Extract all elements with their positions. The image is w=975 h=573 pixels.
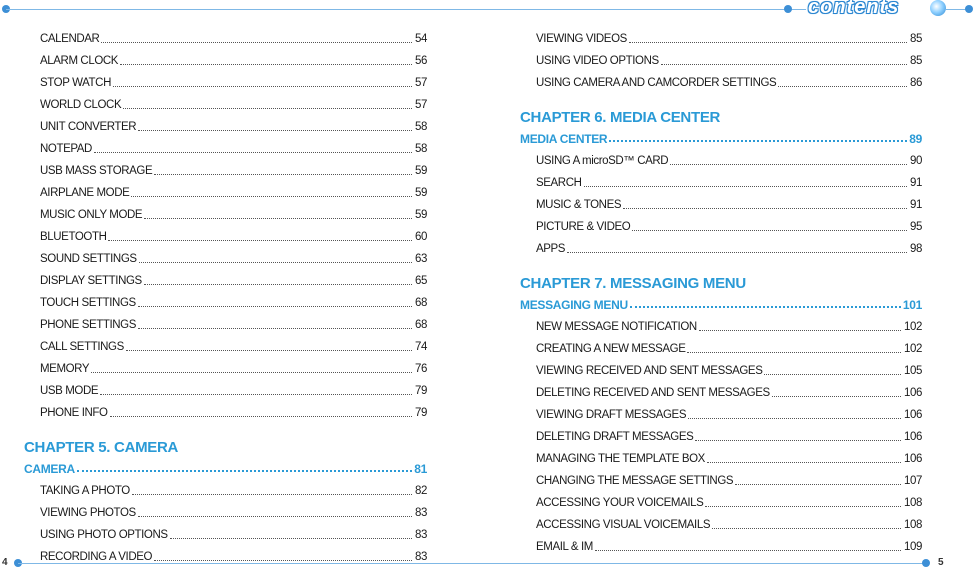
- toc-entry[interactable]: [24, 200, 427, 222]
- toc-entry-title: VIEWING PHOTOS: [40, 507, 136, 519]
- toc-entry-page: 108: [904, 497, 922, 509]
- toc-entry-title: RECORDING A VIDEO: [40, 551, 153, 563]
- toc-entry[interactable]: [24, 244, 427, 266]
- header-title: contents: [808, 0, 900, 18]
- section-page: 81: [414, 462, 427, 476]
- toc-entry-leader: [138, 516, 412, 517]
- toc-entry[interactable]: [24, 398, 427, 420]
- toc-entry-leader: [154, 174, 412, 175]
- section-leader: [630, 306, 901, 308]
- toc-entry[interactable]: [520, 532, 922, 554]
- toc-entry-leader: [595, 550, 901, 551]
- toc-entry[interactable]: [24, 476, 427, 498]
- toc-entry-title: USING CAMERA AND CAMCORDER SETTINGS: [536, 77, 777, 89]
- toc-entry[interactable]: [520, 444, 922, 466]
- toc-entry[interactable]: [24, 90, 427, 112]
- toc-entry-page: 106: [904, 431, 922, 443]
- toc-entry-leader: [101, 42, 412, 43]
- chapter-7-title: CHAPTER 7. MESSAGING MENU: [520, 275, 746, 292]
- toc-entry-page: 58: [415, 121, 427, 133]
- toc-entry[interactable]: [24, 24, 427, 46]
- chapter-6-title: CHAPTER 6. MEDIA CENTER: [520, 109, 721, 126]
- toc-entry-page: 68: [415, 319, 427, 331]
- toc-entry[interactable]: [24, 68, 427, 90]
- toc-entry-leader: [144, 218, 412, 219]
- toc-entry[interactable]: [24, 542, 427, 564]
- toc-entry-title: CALENDAR: [40, 33, 100, 45]
- toc-entry[interactable]: [24, 498, 427, 520]
- toc-entry[interactable]: [520, 212, 922, 234]
- toc-entry-title: WORLD CLOCK: [40, 99, 122, 111]
- section-title: MESSAGING MENU: [520, 298, 628, 312]
- toc-entry[interactable]: [520, 168, 922, 190]
- toc-entry-title: EMAIL & IM: [536, 541, 593, 553]
- toc-entry-title: UNIT CONVERTER: [40, 121, 137, 133]
- header-mid-dot: [784, 5, 792, 13]
- toc-entry-leader: [120, 64, 412, 65]
- toc-entry-page: 85: [910, 33, 922, 45]
- toc-entry-leader: [139, 262, 412, 263]
- toc-entry-leader: [138, 328, 412, 329]
- toc-entry-page: 102: [904, 321, 922, 333]
- toc-entry-page: 102: [904, 343, 922, 355]
- toc-entry-page: 82: [415, 485, 427, 497]
- toc-entry-page: 85: [910, 55, 922, 67]
- toc-entry-title: PHONE INFO: [40, 407, 108, 419]
- toc-entry-leader: [131, 196, 412, 197]
- toc-entry[interactable]: [520, 356, 922, 378]
- toc-entry-page: 86: [910, 77, 922, 89]
- toc-entry-page: 79: [415, 407, 427, 419]
- toc-entry-page: 91: [910, 177, 922, 189]
- toc-entry[interactable]: [24, 332, 427, 354]
- toc-entry-title: CREATING A NEW MESSAGE: [536, 343, 686, 355]
- section-title: MEDIA CENTER: [520, 132, 608, 146]
- toc-entry-leader: [764, 374, 901, 375]
- toc-entry[interactable]: [520, 422, 922, 444]
- header-rule: [6, 9, 806, 10]
- toc-entry[interactable]: [520, 334, 922, 356]
- toc-entry-leader: [670, 164, 907, 165]
- toc-entry-title: USING PHOTO OPTIONS: [40, 529, 168, 541]
- toc-entry-title: ACCESSING YOUR VOICEMAILS: [536, 497, 704, 509]
- toc-entry-leader: [567, 252, 907, 253]
- toc-entry-title: USB MASS STORAGE: [40, 165, 153, 177]
- toc-entry[interactable]: [520, 24, 922, 46]
- toc-entry-page: 74: [415, 341, 427, 353]
- toc-entry-title: CHANGING THE MESSAGE SETTINGS: [536, 475, 734, 487]
- toc-entry-title: MEMORY: [40, 363, 90, 375]
- toc-entry[interactable]: [24, 156, 427, 178]
- toc-entry-leader: [778, 86, 907, 87]
- toc-entry[interactable]: [520, 400, 922, 422]
- toc-entry[interactable]: [24, 288, 427, 310]
- toc-entry-page: 107: [904, 475, 922, 487]
- toc-entry-leader: [687, 352, 901, 353]
- section-leader: [77, 470, 412, 472]
- toc-entry-leader: [138, 306, 412, 307]
- toc-entry-title: NEW MESSAGE NOTIFICATION: [536, 321, 697, 333]
- toc-entry-page: 63: [415, 253, 427, 265]
- toc-entry-page: 106: [904, 409, 922, 421]
- toc-entry-page: 59: [415, 209, 427, 221]
- toc-entry-title: BLUETOOTH: [40, 231, 107, 243]
- page-number-left: 4: [2, 557, 8, 568]
- toc-entry-page: 59: [415, 165, 427, 177]
- toc-entry-leader: [623, 208, 907, 209]
- toc-entry-title: ALARM CLOCK: [40, 55, 119, 67]
- toc-entry[interactable]: [24, 222, 427, 244]
- toc-entry-page: 106: [904, 387, 922, 399]
- toc-entry-title: USING A microSD™ CARD: [536, 155, 669, 167]
- toc-entry-title: DISPLAY SETTINGS: [40, 275, 142, 287]
- toc-entry-page: 68: [415, 297, 427, 309]
- toc-entry-title: AIRPLANE MODE: [40, 187, 130, 199]
- toc-entry[interactable]: [24, 520, 427, 542]
- toc-entry[interactable]: [520, 46, 922, 68]
- toc-entry[interactable]: [520, 312, 922, 334]
- toc-entry-leader: [94, 152, 412, 153]
- toc-entry-page: 54: [415, 33, 427, 45]
- section-leader: [609, 140, 907, 142]
- toc-entry-page: 56: [415, 55, 427, 67]
- toc-entry-page: 76: [415, 363, 427, 375]
- toc-entry-leader: [699, 330, 901, 331]
- toc-section-messaging-menu[interactable]: [520, 292, 922, 312]
- toc-entry-page: 57: [415, 77, 427, 89]
- toc-entry[interactable]: [520, 378, 922, 400]
- toc-entry-leader: [123, 108, 412, 109]
- header-right-dot: [965, 5, 973, 13]
- toc-entry-title: NOTEPAD: [40, 143, 92, 155]
- toc-entry-page: 57: [415, 99, 427, 111]
- toc-entry-page: 79: [415, 385, 427, 397]
- toc-entry-title: DELETING DRAFT MESSAGES: [536, 431, 694, 443]
- toc-entry[interactable]: [520, 146, 922, 168]
- toc-entry[interactable]: [24, 354, 427, 376]
- footer-right-dot: [922, 559, 930, 567]
- toc-entry-title: MUSIC ONLY MODE: [40, 209, 143, 221]
- toc-entry-title: PHONE SETTINGS: [40, 319, 136, 331]
- toc-entry[interactable]: [24, 310, 427, 332]
- toc-entry-leader: [110, 416, 412, 417]
- toc-entry-title: SEARCH: [536, 177, 582, 189]
- toc-entry[interactable]: [520, 234, 922, 256]
- toc-entry-leader: [772, 396, 901, 397]
- toc-section-media-center[interactable]: [520, 126, 922, 146]
- toc-entry-title: ACCESSING VISUAL VOICEMAILS: [536, 519, 711, 531]
- toc-entry-page: 91: [910, 199, 922, 211]
- left-column: [24, 24, 427, 564]
- toc-entry-page: 98: [910, 243, 922, 255]
- toc-entry-title: CALL SETTINGS: [40, 341, 124, 353]
- section-title: CAMERA: [24, 462, 75, 476]
- toc-entry-title: USING VIDEO OPTIONS: [536, 55, 659, 67]
- toc-entry-leader: [91, 372, 412, 373]
- toc-entry-title: TOUCH SETTINGS: [40, 297, 136, 309]
- toc-entry-leader: [688, 418, 901, 419]
- toc-entry-leader: [629, 42, 907, 43]
- toc-entry-leader: [144, 284, 412, 285]
- toc-entry[interactable]: [520, 510, 922, 532]
- toc-entry-title: SOUND SETTINGS: [40, 253, 137, 265]
- toc-entry-leader: [154, 560, 412, 561]
- toc-entry[interactable]: [24, 178, 427, 200]
- header-orb-icon: [930, 0, 946, 16]
- toc-entry-title: APPS: [536, 243, 566, 255]
- toc-entry-page: 83: [415, 507, 427, 519]
- toc-entry-page: 108: [904, 519, 922, 531]
- toc-entry[interactable]: [24, 112, 427, 134]
- toc-entry-page: 90: [910, 155, 922, 167]
- toc-entry-leader: [705, 506, 901, 507]
- toc-entry-title: VIEWING VIDEOS: [536, 33, 627, 45]
- toc-section-camera[interactable]: [24, 456, 427, 476]
- toc-entry[interactable]: [24, 376, 427, 398]
- toc-entry-page: 58: [415, 143, 427, 155]
- toc-entry-page: 83: [415, 529, 427, 541]
- toc-entry-page: 109: [904, 541, 922, 553]
- toc-entry-title: VIEWING RECEIVED AND SENT MESSAGES: [536, 365, 763, 377]
- toc-entry-leader: [695, 440, 901, 441]
- toc-entry-leader: [735, 484, 901, 485]
- page-number-right: 5: [938, 557, 944, 568]
- right-column: [520, 24, 922, 554]
- toc-entry-leader: [170, 538, 412, 539]
- toc-entry[interactable]: [520, 190, 922, 212]
- toc-entry-leader: [712, 528, 901, 529]
- toc-entry-leader: [113, 86, 412, 87]
- toc-entry-leader: [632, 230, 907, 231]
- toc-entry-leader: [100, 394, 412, 395]
- toc-entry-leader: [584, 186, 907, 187]
- toc-entry[interactable]: [24, 46, 427, 68]
- toc-entry-leader: [108, 240, 412, 241]
- toc-entry-leader: [132, 494, 412, 495]
- toc-entry-title: MANAGING THE TEMPLATE BOX: [536, 453, 705, 465]
- toc-entry[interactable]: [520, 68, 922, 90]
- toc-entry-page: 59: [415, 187, 427, 199]
- section-page: 101: [902, 298, 922, 312]
- toc-entry-leader: [661, 64, 907, 65]
- toc-entry[interactable]: [24, 266, 427, 288]
- toc-entry-title: MUSIC & TONES: [536, 199, 622, 211]
- toc-entry-page: 105: [904, 365, 922, 377]
- toc-entry[interactable]: [520, 466, 922, 488]
- toc-entry-title: TAKING A PHOTO: [40, 485, 130, 497]
- toc-entry-title: USB MODE: [40, 385, 99, 397]
- toc-entry-leader: [126, 350, 412, 351]
- chapter-5-title: CHAPTER 5. CAMERA: [24, 439, 179, 456]
- toc-entry[interactable]: [520, 488, 922, 510]
- section-page: 89: [909, 132, 922, 146]
- toc-entry-page: 65: [415, 275, 427, 287]
- toc-entry-title: STOP WATCH: [40, 77, 111, 89]
- toc-entry-title: PICTURE & VIDEO: [536, 221, 631, 233]
- toc-entry-page: 106: [904, 453, 922, 465]
- toc-entry-page: 60: [415, 231, 427, 243]
- toc-entry[interactable]: [24, 134, 427, 156]
- toc-entry-leader: [707, 462, 901, 463]
- toc-entry-page: 95: [910, 221, 922, 233]
- toc-entry-title: VIEWING DRAFT MESSAGES: [536, 409, 687, 421]
- toc-entry-page: 83: [415, 551, 427, 563]
- toc-entry-leader: [138, 130, 412, 131]
- toc-entry-title: DELETING RECEIVED AND SENT MESSAGES: [536, 387, 770, 399]
